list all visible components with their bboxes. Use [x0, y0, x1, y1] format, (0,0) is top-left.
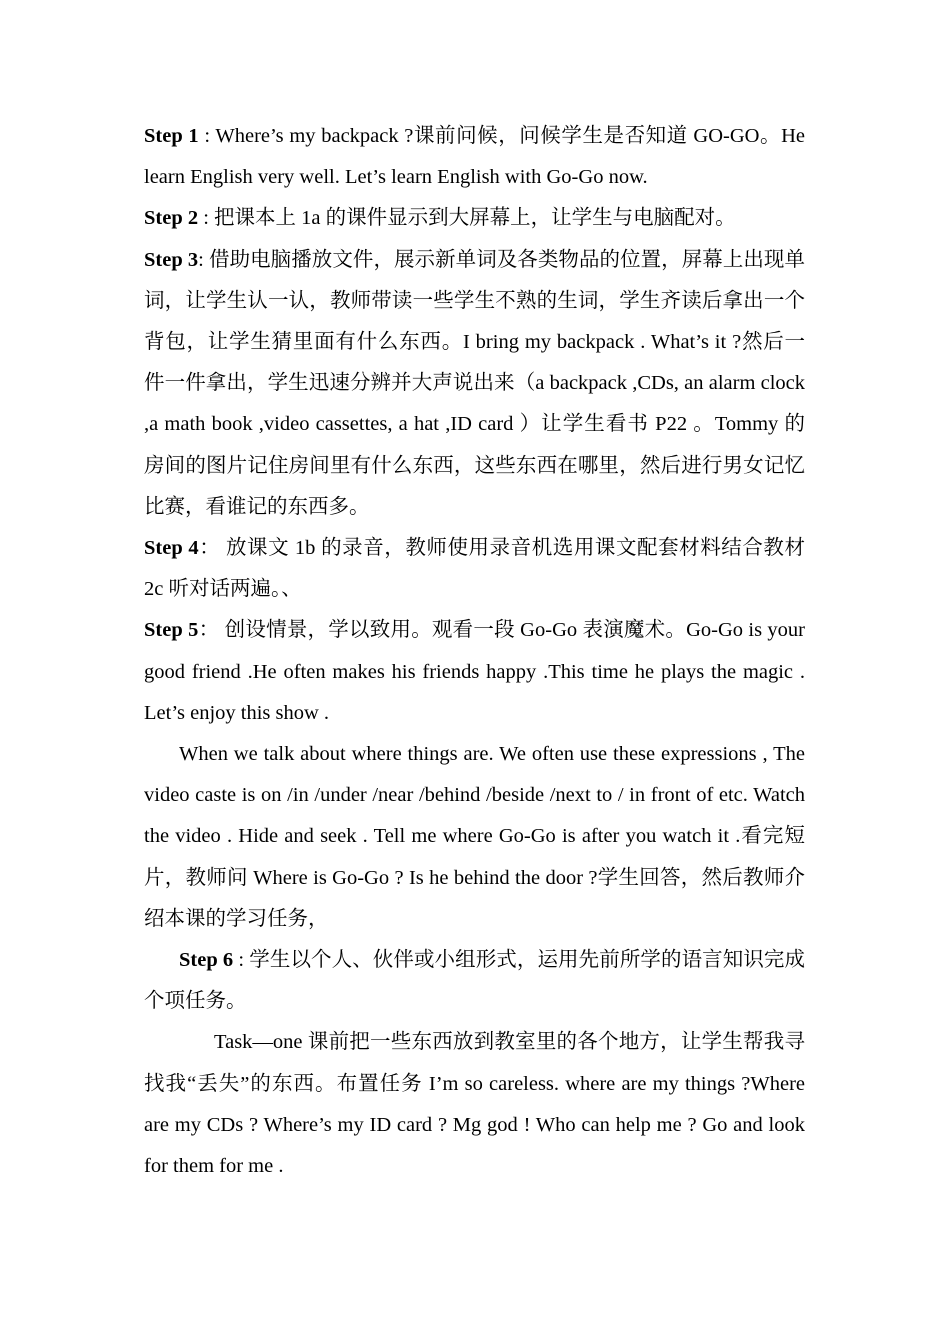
paragraph-step-2 — [144, 198, 805, 239]
step-2-label: Step 2 — [144, 207, 199, 230]
step-5-label: Step 5 — [144, 619, 199, 642]
step-1-text: : Where’s my backpack ?课前问候，问候学生是否知道 GO-GO。He learn English very well. Let’s learn English with Go-Go now. — [144, 125, 805, 189]
paragraph-where-things-are — [144, 734, 805, 940]
paragraph-step-5 — [144, 610, 805, 734]
step-6-label: Step 6 — [179, 949, 234, 972]
step-4-text: ： 放课文 1b 的录音，教师使用录音机选用课文配套材料结合教材 2c 听对话两遍。、 — [144, 537, 805, 601]
step-3-text: : 借助电脑播放文件，展示新单词及各类物品的位置，屏幕上出现单词，让学生认一认，教师带读一些学生不熟的生词，学生齐读后拿出一个背包，让学生猜里面有什么东西。I bring my backpack . What’s it ?然后一件一件拿出，学生迅速分辨并大声说出来（a backpack ,CDs, an alarm clock ,a math book ,video cassettes, a hat ,ID card ）让学生看书 P22 。Tommy 的房间的图片记住房间里有什么东西，这些东西在哪里，然后进行男女记忆比赛，看谁记的东西多。 — [144, 248, 805, 518]
step-2-text: : 把课本上 1a 的课件显示到大屏幕上，让学生与电脑配对。 — [198, 207, 736, 230]
step-5-text: ： 创设情景，学以致用。观看一段 Go-Go 表演魔术。Go-Go is your good friend .He often makes his friends happy .This time he plays the magic . Let’s enjoy this show . — [144, 619, 806, 724]
paragraph-step-1 — [144, 116, 805, 198]
step-4-label: Step 4 — [144, 537, 199, 560]
document-body — [144, 116, 805, 1187]
where-things-are-text: When we talk about where things are. We often use these expressions , The video caste is on /in /under /near /behind /beside /next to / in front of etc. Watch the video . Hide and seek . Tell me where Go-Go is after you watch it .看完短片，教师问 Where is Go-Go ? Is he behind the door ?学生回答，然后教师介绍本课的学习任务， — [144, 743, 805, 930]
step-3-label: Step 3 — [144, 248, 199, 271]
paragraph-step-3 — [144, 240, 805, 528]
step-6-text: : 学生以个人、伙伴或小组形式，运用先前所学的语言知识完成个项任务。 — [144, 949, 805, 1013]
paragraph-step-6 — [144, 940, 805, 1022]
paragraph-task-one — [144, 1022, 805, 1187]
paragraph-step-4 — [144, 528, 805, 610]
step-1-label: Step 1 — [144, 125, 199, 147]
task-one-text: Task—one 课前把一些东西放到教室里的各个地方，让学生帮我寻找我“丢失”的东西。布置任务 I’m so careless. where are my things ?Where are my CDs ? Where’s my ID card ? Mg god ! Who can help me ? Go and look for them for me . — [144, 1031, 805, 1178]
